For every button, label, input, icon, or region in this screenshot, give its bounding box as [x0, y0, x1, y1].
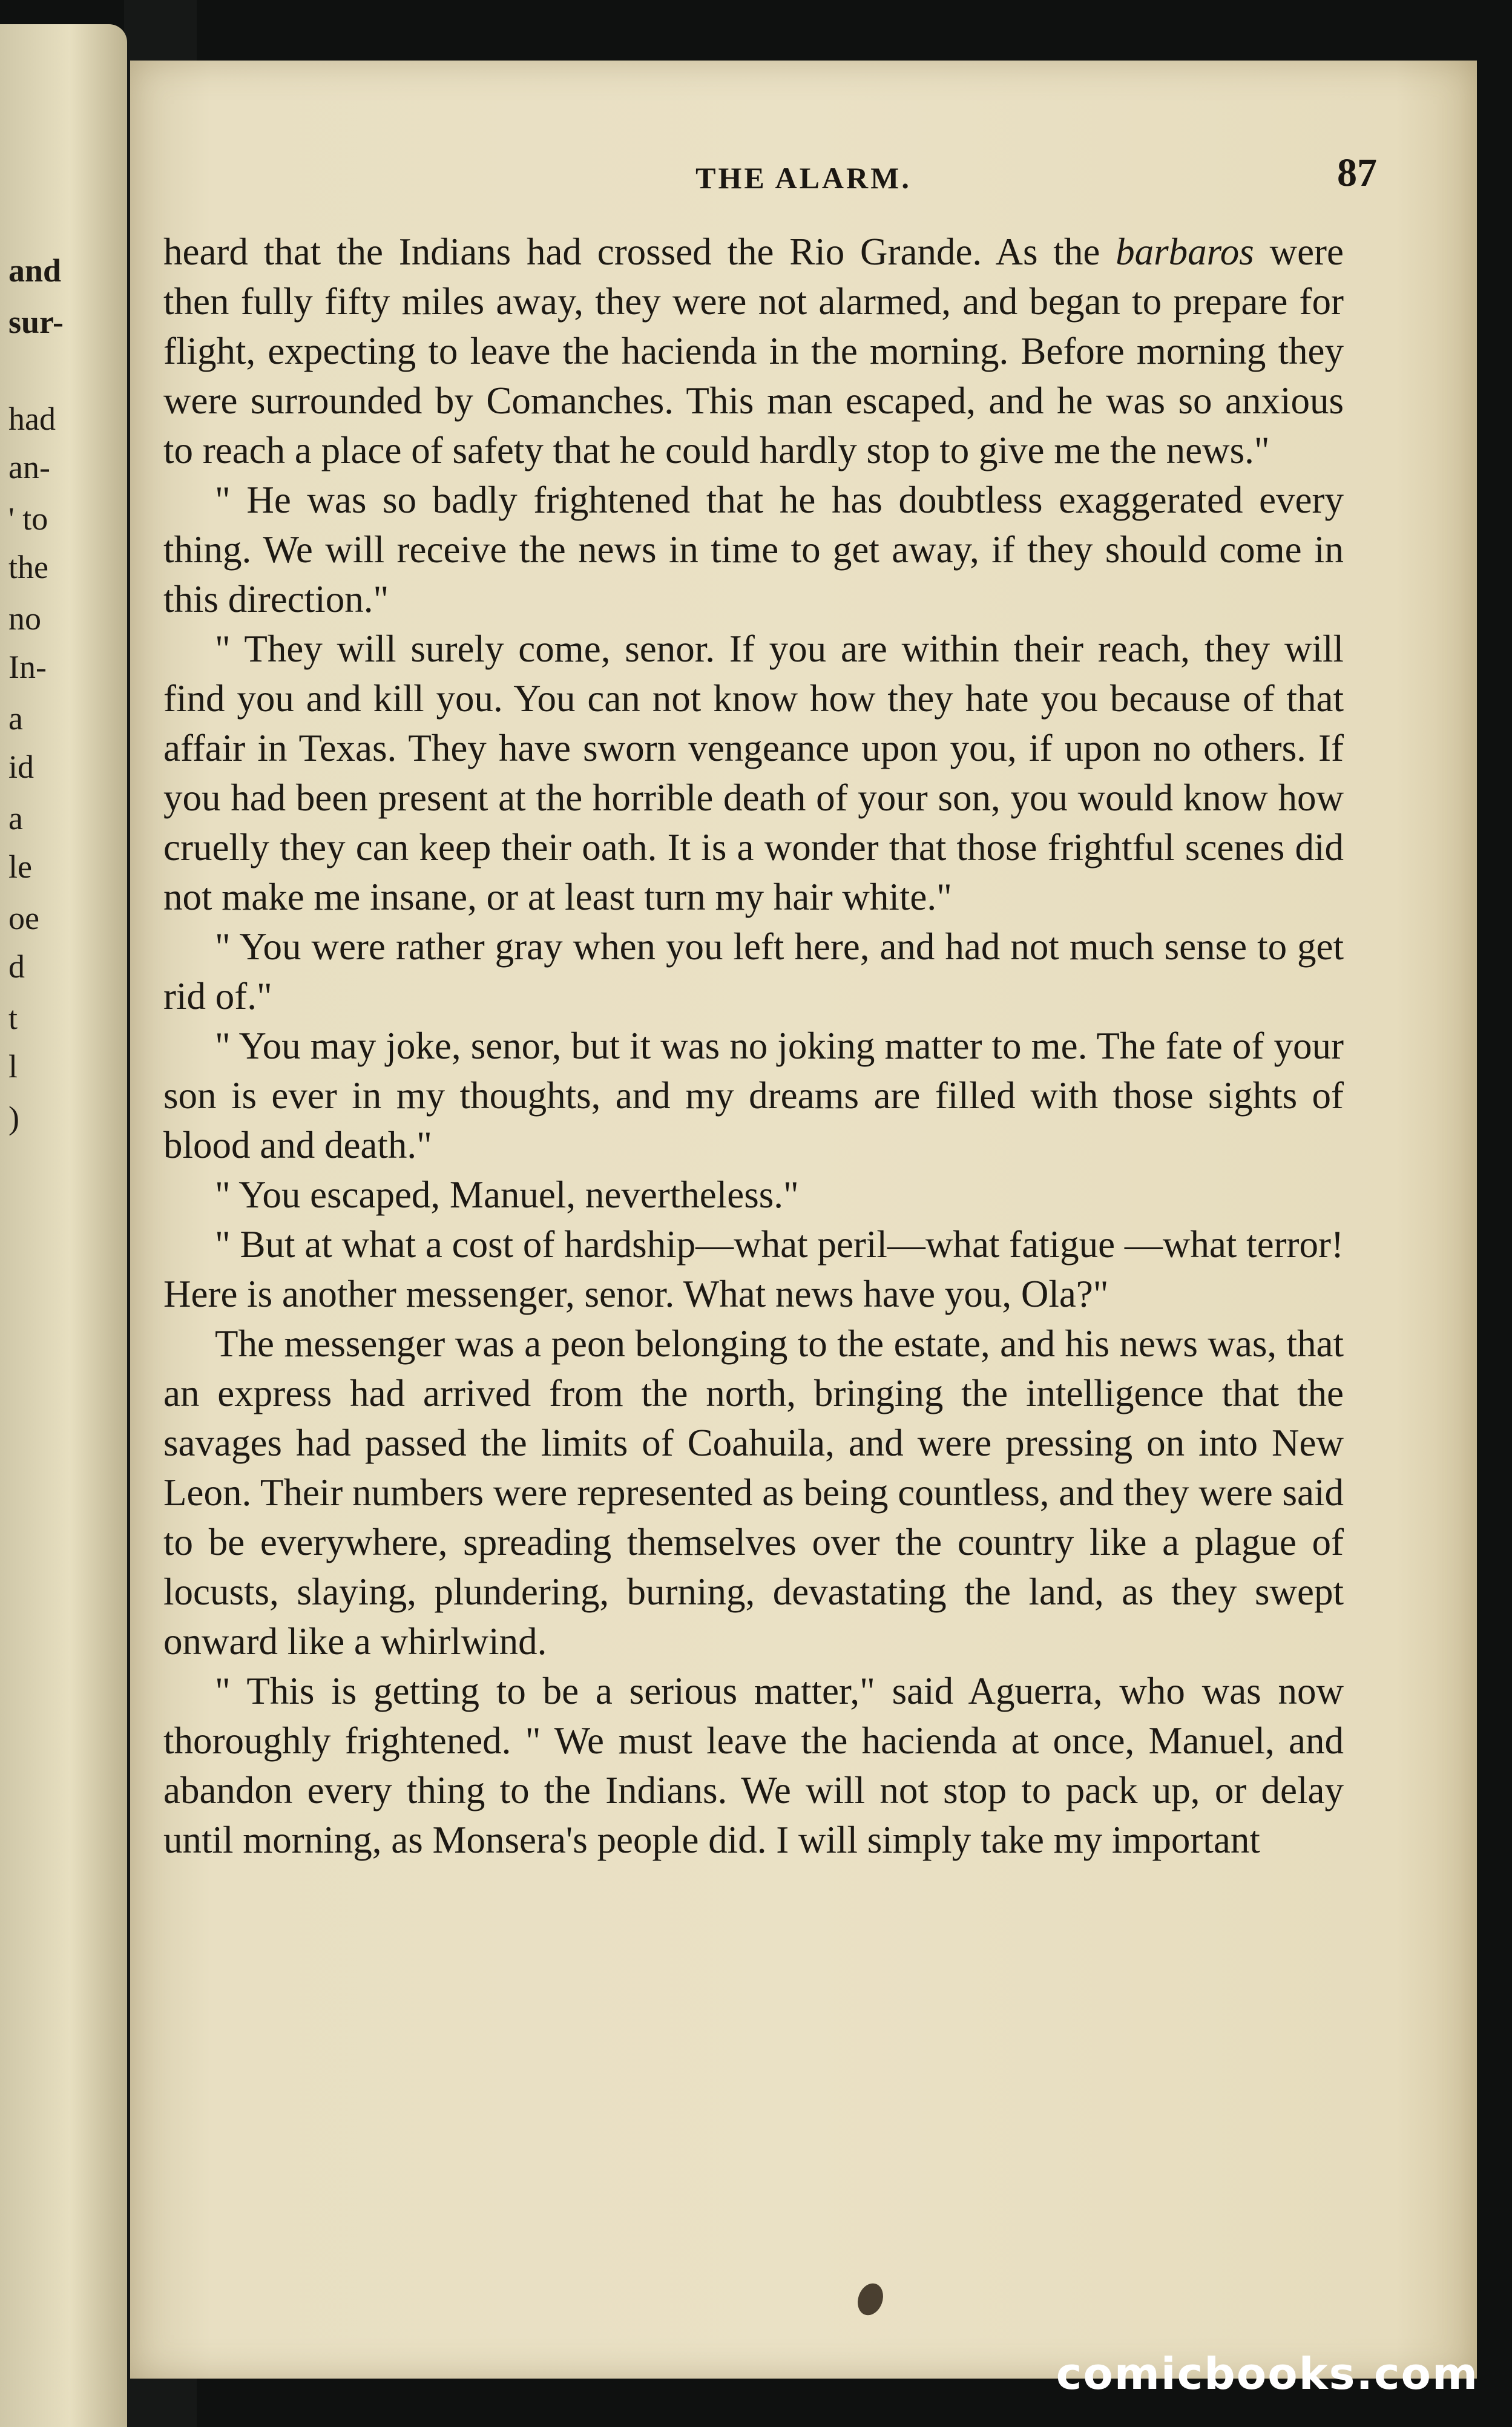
left-page-fragment: id	[8, 749, 35, 785]
left-page-fragment: a	[8, 800, 23, 836]
paragraph	[163, 922, 1344, 1021]
paragraph	[163, 1170, 1344, 1220]
left-page-fragment: sur-	[8, 304, 64, 340]
text-run: " You escaped, Manuel, nevertheless."	[215, 1174, 799, 1216]
text-run: " This is getting to be a serious matter," said Aguerra, who was now thoroughly frightened. " We must leave the hacienda at once, Manuel, and abandon every thing to the Indians. We will not stop to pack up, or delay until morning, as Monsera's people did. I will simply take my important	[163, 1670, 1344, 1861]
paragraph	[163, 227, 1344, 475]
printer-ornament	[853, 2280, 887, 2319]
left-page-fragment: oe	[8, 900, 39, 936]
left-page-fragment: the	[8, 549, 48, 585]
text-run: The messenger was a peon belonging to the estate, and his news was, that an express had arrived from the north, bringing the intelligence that the savages had passed the limits of Coahuila, and were pressing on into New Leon. Their numbers were represented as being countless, and they were said to be everywhere, spreading themselves over the country like a plague of locusts, slaying, plundering, burning, devastating the land, as they swept onward like a whirlwind.	[163, 1322, 1344, 1663]
left-page-edge	[0, 24, 127, 2427]
paragraph	[163, 1666, 1344, 1865]
left-page-fragment: and	[8, 252, 62, 289]
left-page-fragment: le	[8, 849, 32, 885]
italic-text: barbaros	[1116, 231, 1254, 273]
watermark: comicbooks.com	[1056, 2348, 1479, 2399]
text-run: " He was so badly frightened that he has doubtless exaggerated every thing. We will receive the news in time to get away, if they should come in this direction."	[163, 479, 1344, 620]
left-page-fragment: had	[8, 401, 56, 437]
body-text	[163, 227, 1344, 1865]
text-run: " You were rather gray when you left here, and had not much sense to get rid of."	[163, 925, 1344, 1017]
running-head: THE ALARM.	[695, 161, 912, 195]
book-page	[130, 61, 1477, 2379]
paragraph	[163, 1220, 1344, 1319]
left-page-fragment: )	[8, 1100, 19, 1136]
text-run: heard that the Indians had crossed the Rio Grande. As the	[163, 231, 1116, 273]
text-run: " They will surely come, senor. If you are within their reach, they will find you and kill you. You can not know how they hate you because of that affair in Texas. They have sworn vengeance upon you, if upon no others. If you had been present at the horrible death of your son, you would know how cruelly they can keep their oath. It is a wonder that those frightful scenes did not make me insane, or at least turn my hair white."	[163, 628, 1344, 918]
paragraph	[163, 475, 1344, 624]
paragraph	[163, 1319, 1344, 1666]
paragraph	[163, 624, 1344, 922]
left-page-fragment: t	[8, 1000, 18, 1036]
left-page-fragment: ' to	[8, 501, 48, 537]
left-page-fragment: no	[8, 600, 41, 637]
page-number: 87	[1337, 151, 1377, 195]
left-page-fragment: a	[8, 700, 23, 737]
left-page-fragment: In-	[8, 649, 47, 685]
text-run: were then fully fifty miles away, they were not alarmed, and began to prepare for flight, expecting to leave the hacienda in the morning. Before morning they were surrounded by Comanches. This man escaped, and he was so anxious to reach a place of safety that he could hardly stop to give me the news."	[163, 231, 1344, 471]
left-page-fragment: an-	[8, 449, 50, 485]
text-run: " But at what a cost of hardship—what peril—what fatigue —what terror! Here is another messenger, senor. What news have you, Ola?"	[163, 1223, 1344, 1315]
left-page-fragment: d	[8, 948, 25, 985]
text-run: " You may joke, senor, but it was no joking matter to me. The fate of your son is ever in my thoughts, and my dreams are filled with those sights of blood and death."	[163, 1025, 1344, 1166]
left-page-fragment: l	[8, 1048, 18, 1085]
paragraph	[163, 1021, 1344, 1170]
